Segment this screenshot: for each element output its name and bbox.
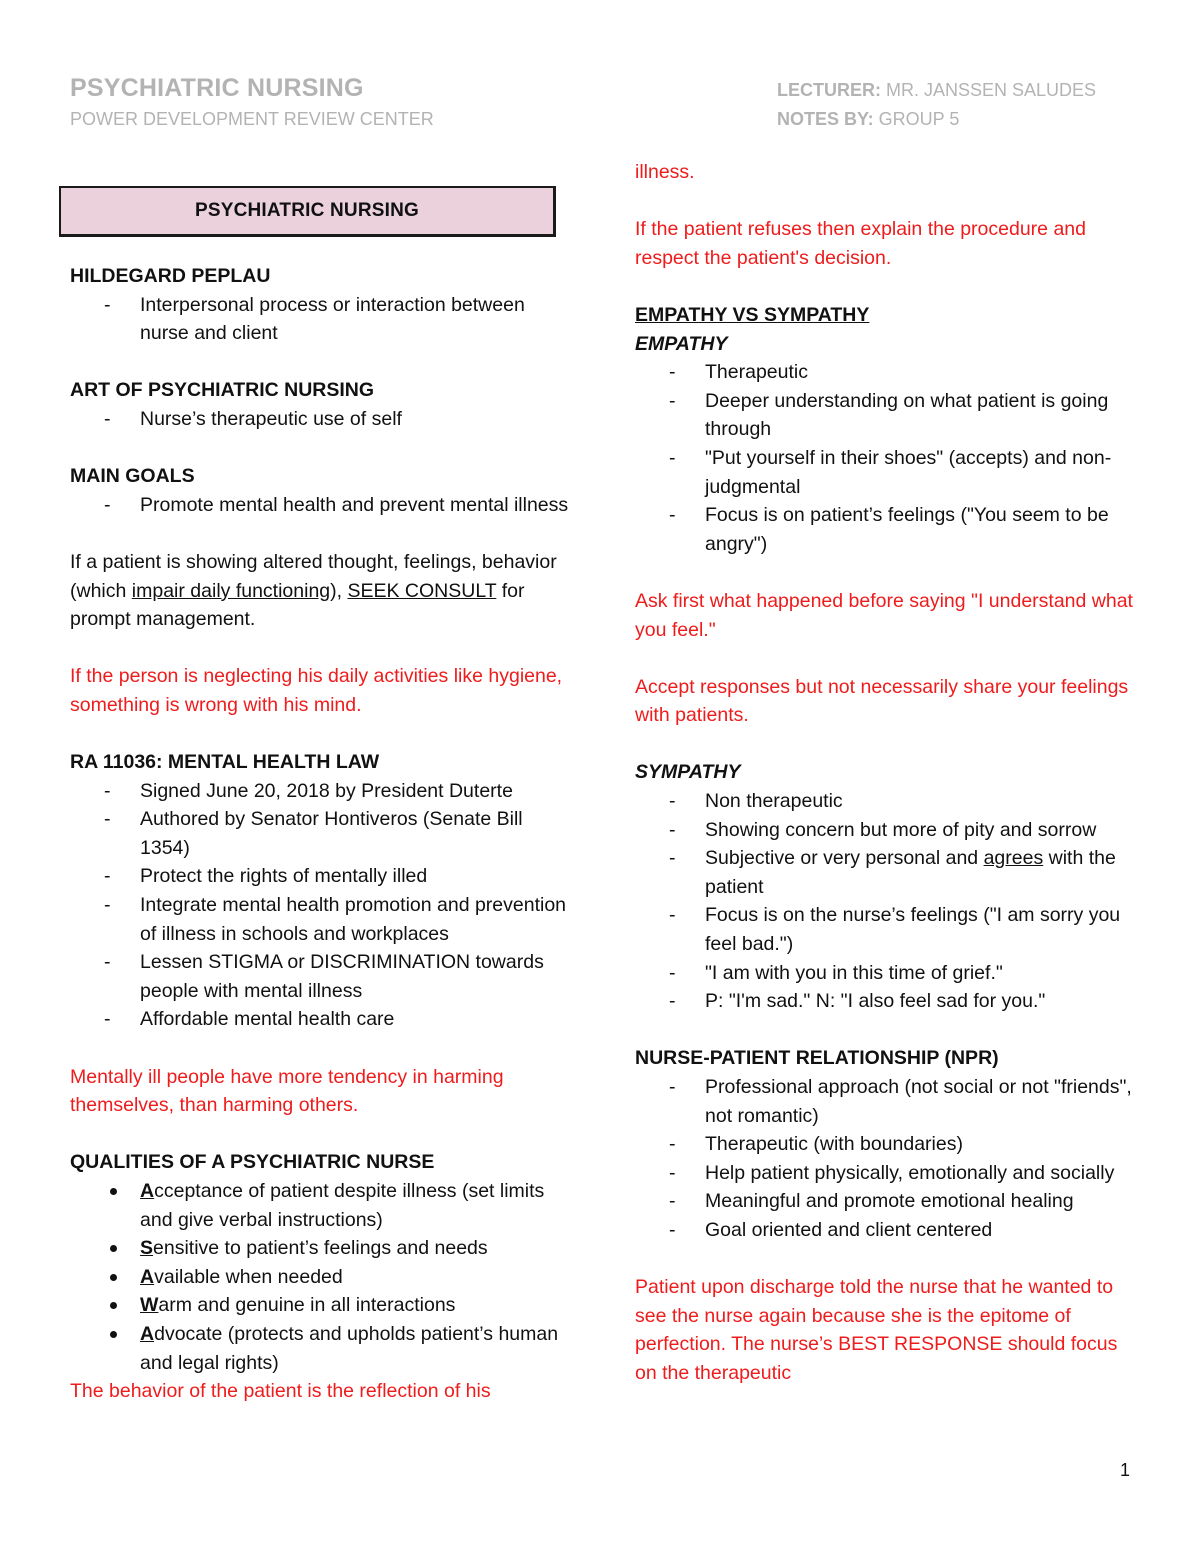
- notes-by-line: [777, 105, 1096, 134]
- list-item: - Deeper understanding on what patient is going through: [635, 387, 1135, 444]
- list-item: - Focus is on patient’s feelings ("You seem to be angry"): [635, 501, 1135, 558]
- notes-by-label: NOTES BY:: [777, 109, 874, 129]
- seek-consult-paragraph: [70, 548, 570, 634]
- lecturer-value: MR. JANSSEN SALUDES: [881, 80, 1097, 100]
- list-item: [70, 1291, 570, 1320]
- npr-heading: NURSE-PATIENT RELATIONSHIP (NPR): [635, 1047, 999, 1070]
- acronym-letter: S: [140, 1237, 154, 1260]
- list-item: [635, 844, 1135, 901]
- quality-text: vailable when needed: [154, 1265, 343, 1288]
- acronym-letter: A: [140, 1180, 155, 1202]
- red-note-discharge: Patient upon discharge told the nurse that he wanted to see the nurse again because she is the epitome of perfection. The nurse’s BEST RESPONSE should focus on the therapeutic: [635, 1276, 1118, 1384]
- quality-text: dvocate (protects and upholds patient’s human and legal rights): [140, 1322, 559, 1374]
- acronym-letter: W: [140, 1294, 159, 1317]
- npr-list: [635, 1073, 1135, 1245]
- list-item: - Meaningful and promote emotional healing: [635, 1187, 1135, 1216]
- list-item: [70, 1263, 570, 1292]
- left-column: [70, 262, 570, 1406]
- bullet-icon: [110, 1274, 117, 1281]
- peplau-heading: HILDEGARD PEPLAU: [70, 265, 271, 287]
- red-note-accept: Accept responses but not necessarily share your feelings with patients.: [635, 675, 1129, 727]
- quality-text: arm and genuine in all interactions: [158, 1294, 456, 1317]
- course-title: PSYCHIATRIC NURSING: [70, 74, 364, 102]
- acronym-letter: A: [140, 1322, 155, 1345]
- list-item: - Focus is on the nurse’s feelings ("I am sorry you feel bad."): [635, 901, 1135, 958]
- list-item: - "I am with you in this time of grief.": [635, 959, 1135, 988]
- quality-text: ensitive to patient’s feelings and needs: [153, 1237, 488, 1260]
- underlined-text: SEEK CONSULT: [347, 579, 497, 602]
- quality-text: cceptance of patient despite illness (set limits and give verbal instructions): [140, 1180, 545, 1231]
- list-item: - Affordable mental health care: [70, 1005, 570, 1034]
- bullet-icon: [110, 1302, 117, 1309]
- red-note-ask-first: Ask first what happened before saying "I understand what you feel.": [635, 589, 1133, 641]
- list-item: [70, 1320, 570, 1377]
- list-item: [70, 1234, 570, 1263]
- qualities-list: [70, 1177, 570, 1377]
- list-text: with the patient: [705, 847, 1116, 898]
- list-item: - Therapeutic (with boundaries): [635, 1130, 1135, 1159]
- page-number: 1: [1120, 1460, 1131, 1480]
- list-item: - Lessen STIGMA or DISCRIMINATION towards people with mental illness: [70, 948, 570, 1005]
- sympathy-heading: SYMPATHY: [635, 761, 741, 784]
- bullet-icon: [110, 1245, 117, 1252]
- empathy-heading: EMPATHY: [635, 332, 728, 355]
- list-item: - "Put yourself in their shoes" (accepts) and non-judgmental: [635, 444, 1135, 501]
- list-item: - Nurse’s therapeutic use of self: [70, 405, 570, 434]
- empathy-vs-sympathy-heading: EMPATHY VS SYMPATHY: [635, 303, 870, 326]
- main-goals-list: [70, 491, 570, 520]
- list-item: - Signed June 20, 2018 by President Duterte: [70, 777, 570, 806]
- list-item: - Goal oriented and client centered: [635, 1216, 1135, 1245]
- art-heading: ART OF PSYCHIATRIC NURSING: [70, 379, 375, 402]
- underlined-text: impair daily functioning: [131, 579, 331, 602]
- list-item: - Showing concern but more of pity and sorrow: [635, 816, 1135, 845]
- main-goals-heading: MAIN GOALS: [70, 465, 195, 488]
- ra-heading: RA 11036: MENTAL HEALTH LAW: [70, 751, 380, 774]
- art-list: [70, 405, 570, 434]
- paragraph-text: for prompt management.: [70, 579, 525, 631]
- paragraph-text: If a patient is showing altered thought, feelings, behavior (which: [70, 550, 557, 602]
- underlined-text: agrees: [983, 847, 1044, 870]
- bullet-icon: [110, 1331, 117, 1338]
- list-item: - Help patient physically, emotionally and socially: [635, 1159, 1135, 1188]
- lecturer-line: [777, 76, 1096, 105]
- header-left: [70, 72, 434, 132]
- section-title-box: PSYCHIATRIC NURSING: [59, 186, 556, 237]
- red-note-harming: Mentally ill people have more tendency in harming themselves, than harming others.: [70, 1065, 504, 1117]
- lecturer-label: LECTURER:: [777, 80, 881, 100]
- list-item: - P: "I'm sad." N: "I also feel sad for you.": [635, 987, 1135, 1016]
- review-center-name: POWER DEVELOPMENT REVIEW CENTER: [70, 109, 434, 129]
- red-note-refuses: If the patient refuses then explain the procedure and respect the patient's decision.: [635, 218, 1086, 269]
- list-item: - Professional approach (not social or not "friends", not romantic): [635, 1073, 1135, 1130]
- paragraph-text: ),: [330, 579, 348, 602]
- empathy-list: [635, 358, 1135, 558]
- list-item: - Interpersonal process or interaction between nurse and client: [70, 291, 570, 348]
- notes-by-value: GROUP 5: [873, 109, 960, 129]
- list-item: - Promote mental health and prevent mental illness: [70, 491, 570, 520]
- red-note-illness: illness.: [635, 161, 695, 183]
- qualities-heading: QUALITIES OF A PSYCHIATRIC NURSE: [70, 1151, 435, 1174]
- red-note-hygiene: If the person is neglecting his daily activities like hygiene, something is wrong with his mind.: [70, 665, 563, 716]
- bullet-icon: [110, 1188, 117, 1195]
- ra-list: [70, 777, 570, 1034]
- list-item: [70, 1177, 570, 1234]
- peplau-list: [70, 291, 570, 348]
- sympathy-list: [635, 787, 1135, 1016]
- red-note-behavior: The behavior of the patient is the reflection of his: [70, 1380, 491, 1403]
- list-item: - Non therapeutic: [635, 787, 1135, 816]
- list-item: - Protect the rights of mentally illed: [70, 862, 570, 891]
- acronym-letter: A: [140, 1265, 155, 1288]
- list-item: - Authored by Senator Hontiveros (Senate Bill 1354): [70, 805, 570, 862]
- list-item: - Integrate mental health promotion and prevention of illness in schools and workplaces: [70, 891, 570, 948]
- list-text: Subjective or very personal and: [705, 847, 984, 870]
- list-item: - Therapeutic: [635, 358, 1135, 387]
- right-column: [635, 158, 1135, 1388]
- header-right: [777, 76, 1096, 134]
